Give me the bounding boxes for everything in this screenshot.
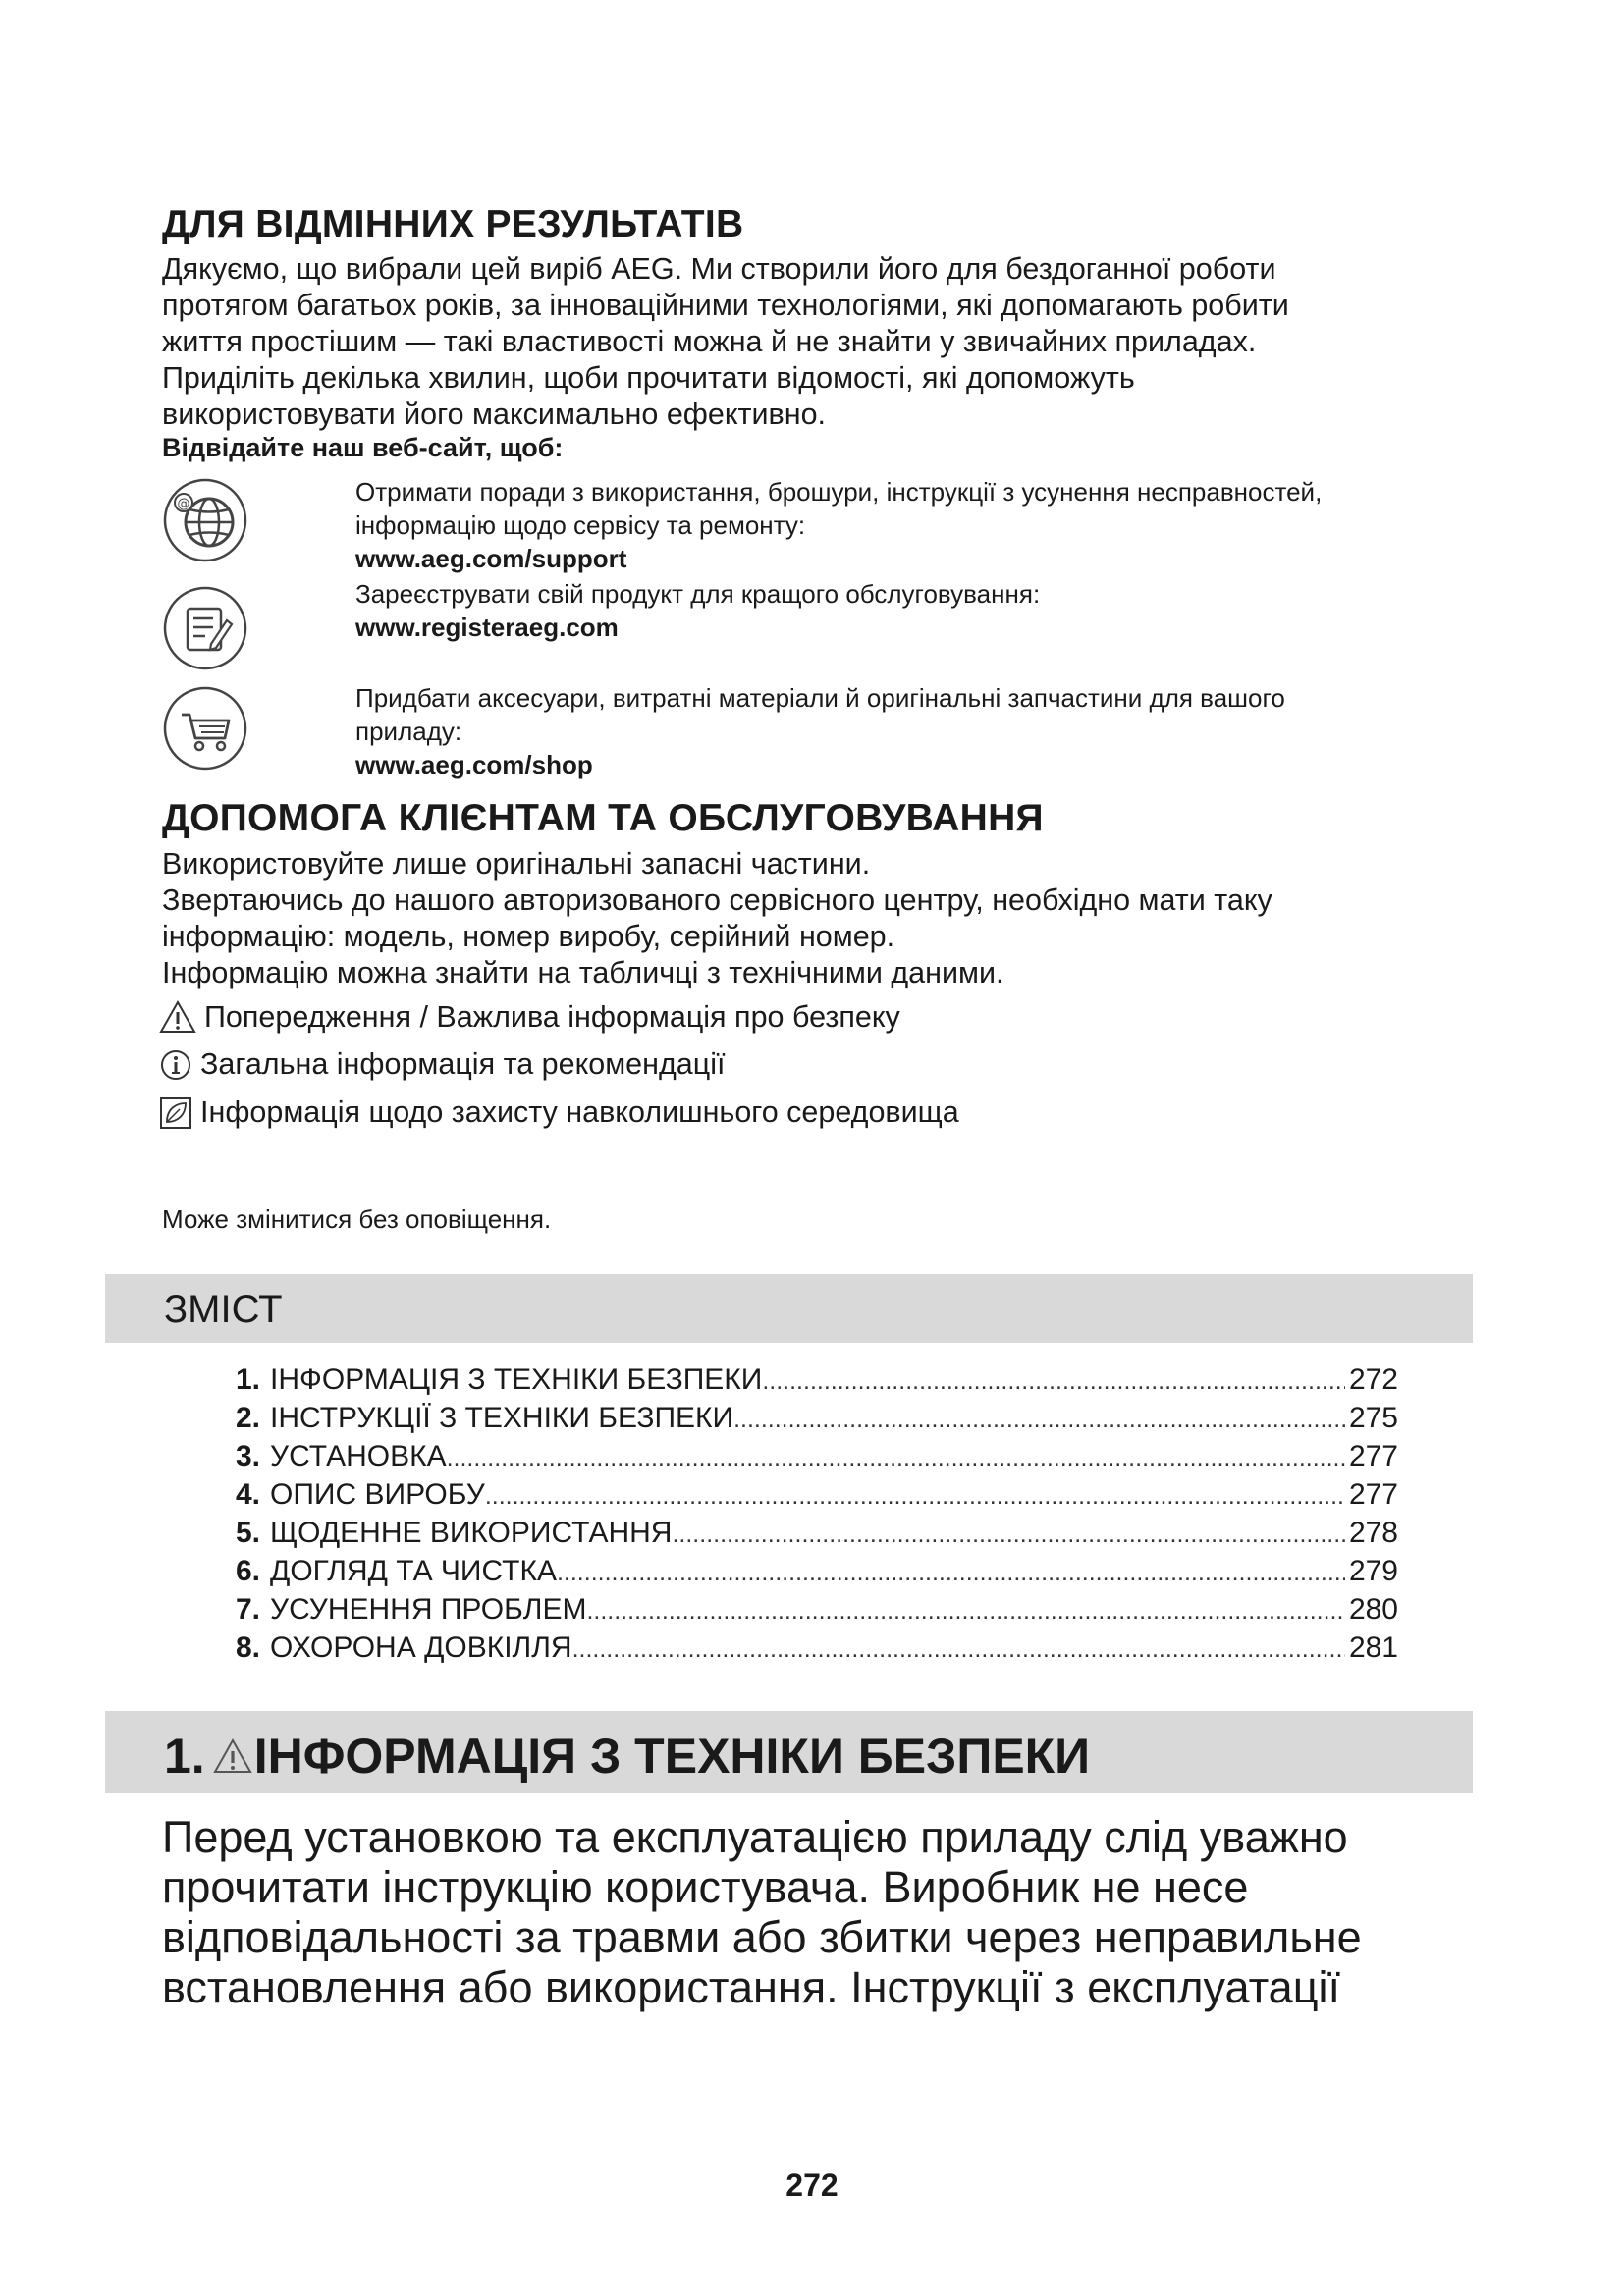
toc-leader xyxy=(762,1363,1345,1400)
toc-item-page: 281 xyxy=(1348,1631,1398,1664)
chapter-line: встановлення або використання. Інструкції з експлуатації xyxy=(162,1962,1340,2012)
toc-item-page: 272 xyxy=(1348,1363,1398,1396)
toc-leader xyxy=(672,1517,1344,1553)
section-title-results: ДЛЯ ВІДМІННИХ РЕЗУЛЬТАТІВ xyxy=(162,203,744,245)
toc-item-page: 275 xyxy=(1348,1402,1398,1434)
toc-leader xyxy=(586,1593,1344,1629)
chapter-line: відповідальності за травми або збитки через неправильне xyxy=(162,1912,1362,1962)
toc-item-label: ОПИС ВИРОБУ xyxy=(270,1478,485,1511)
toc-item-page: 277 xyxy=(1348,1478,1398,1511)
legend-text: Загальна інформація та рекомендації xyxy=(200,1047,726,1081)
toc-leader xyxy=(572,1631,1345,1668)
toc-item[interactable]: 1. ІНФОРМАЦІЯ З ТЕХНІКИ БЕЗПЕКИ ..... 272 xyxy=(236,1362,1398,1400)
toc-item[interactable]: 7. УСУНЕННЯ ПРОБЛЕМ ..... 280 xyxy=(236,1591,1398,1629)
chapter-line: Перед установкою та експлуатацією приладу слід уважно xyxy=(162,1812,1348,1862)
toc-leader xyxy=(447,1440,1345,1476)
legend-warning xyxy=(159,999,900,1035)
svg-text:@: @ xyxy=(177,497,190,511)
chapter-header-band xyxy=(105,1711,1473,1793)
toc-item[interactable]: 5. ЩОДЕННЕ ВИКОРИСТАННЯ ..... 278 xyxy=(236,1515,1398,1553)
toc-item[interactable]: 6. ДОГЛЯД ТА ЧИСТКА ..... 279 xyxy=(236,1553,1398,1591)
service-support xyxy=(355,475,1322,575)
legend-environment xyxy=(159,1095,959,1130)
toc-leader xyxy=(557,1555,1345,1591)
toc-list xyxy=(236,1362,1398,1668)
service-line: інформацію щодо сервісу та ремонту: xyxy=(355,510,806,540)
service-register xyxy=(355,577,1040,644)
toc-item-label: ІНСТРУКЦІЇ З ТЕХНІКИ БЕЗПЕКИ xyxy=(270,1402,734,1434)
support-link[interactable]: www.aeg.com/support xyxy=(355,544,627,573)
support-line: Звертаючись до нашого авторизованого сервісного центру, необхідно мати таку xyxy=(162,883,1272,917)
section-title-support: ДОПОМОГА КЛІЄНТАМ ТА ОБСЛУГОВУВАННЯ xyxy=(162,797,1044,839)
chapter-line: прочитати інструкцію користувача. Виробник не несе xyxy=(162,1862,1249,1912)
chapter-title: ІНФОРМАЦІЯ З ТЕХНІКИ БЕЗПЕКИ xyxy=(253,1729,1091,1784)
service-line: Отримати поради з використання, брошури, інструкції з усунення несправностей, xyxy=(355,477,1323,507)
visit-label: Відвідайте наш веб-сайт, щоб: xyxy=(162,433,564,462)
toc-item-page: 280 xyxy=(1348,1593,1398,1626)
service-shop xyxy=(355,681,1285,781)
toc-item-label: ІНФОРМАЦІЯ З ТЕХНІКИ БЕЗПЕКИ xyxy=(270,1363,763,1396)
warning-icon xyxy=(159,999,196,1035)
service-line: Зареєструвати свій продукт для кращого обслуговування: xyxy=(355,579,1041,609)
legend-text: Інформація щодо захисту навколишнього середовища xyxy=(200,1095,959,1129)
intro-line: Дякуємо, що вибрали цей виріб AEG. Ми створили його для бездоганної роботи xyxy=(162,252,1276,286)
service-line: приладу: xyxy=(355,717,462,746)
warning-icon xyxy=(213,1737,252,1775)
toc-leader xyxy=(485,1478,1345,1515)
toc-item[interactable]: 4. ОПИС ВИРОБУ ..... 277 xyxy=(236,1476,1398,1515)
toc-item-label: УСУНЕННЯ ПРОБЛЕМ xyxy=(270,1593,587,1626)
register-link[interactable]: www.registeraeg.com xyxy=(355,613,619,642)
chapter-heading xyxy=(164,1728,1090,1785)
register-icon xyxy=(162,585,248,671)
toc-item-page: 277 xyxy=(1348,1440,1398,1472)
toc-item-page: 279 xyxy=(1348,1555,1398,1587)
support-line: Використовуйте лише оригінальні запасні частини. xyxy=(162,847,871,881)
chapter-number: 1. xyxy=(164,1729,205,1784)
intro-line: Приділіть декілька хвилин, щоби прочитати відомості, які допоможуть xyxy=(162,361,1135,395)
toc-item-label: ЩОДЕННЕ ВИКОРИСТАННЯ xyxy=(270,1517,673,1549)
toc-item-label: УСТАНОВКА xyxy=(270,1440,447,1472)
chapter-intro xyxy=(162,1812,1362,2012)
toc-item[interactable]: 3. УСТАНОВКА ..... 277 xyxy=(236,1438,1398,1476)
support-line: інформацію: модель, номер виробу, серійний номер. xyxy=(162,920,895,953)
info-icon xyxy=(159,1048,192,1082)
leaf-icon xyxy=(159,1096,192,1130)
support-line: Інформацію можна знайти на табличці з технічними даними. xyxy=(162,956,1004,989)
toc-leader xyxy=(733,1402,1345,1438)
toc-item-label: ДОГЛЯД ТА ЧИСТКА xyxy=(270,1555,557,1587)
intro-line: використовувати його максимально ефективно. xyxy=(162,398,827,431)
toc-item-page: 278 xyxy=(1348,1517,1398,1549)
change-notice: Може змінитися без оповіщення. xyxy=(162,1204,552,1234)
globe-icon xyxy=(162,477,248,563)
toc-item[interactable]: 8. ОХОРОНА ДОВКІЛЛЯ ..... 281 xyxy=(236,1629,1398,1668)
toc-item[interactable]: 2. ІНСТРУКЦІЇ З ТЕХНІКИ БЕЗПЕКИ ..... 275 xyxy=(236,1400,1398,1438)
toc-item-label: ОХОРОНА ДОВКІЛЛЯ xyxy=(270,1631,572,1664)
shop-link[interactable]: www.aeg.com/shop xyxy=(355,750,593,779)
shopping-cart-icon xyxy=(162,685,248,772)
intro-line: життя простішим — такі властивості можна й не знайти у звичайних приладах. xyxy=(162,325,1257,358)
toc-header-band xyxy=(105,1274,1473,1343)
service-line: Придбати аксесуари, витратні матеріали й оригінальні запчастини для вашого xyxy=(355,683,1285,713)
intro-line: протягом багатьох років, за інноваційними технологіями, які допомагають робити xyxy=(162,289,1289,322)
intro-paragraph xyxy=(162,251,1289,433)
legend-info xyxy=(159,1047,725,1082)
page-number: 272 xyxy=(785,2167,839,2203)
legend-text: Попередження / Важлива інформація про безпеку xyxy=(204,999,900,1034)
toc-title: ЗМІСТ xyxy=(164,1288,283,1331)
support-paragraph xyxy=(162,846,1272,991)
